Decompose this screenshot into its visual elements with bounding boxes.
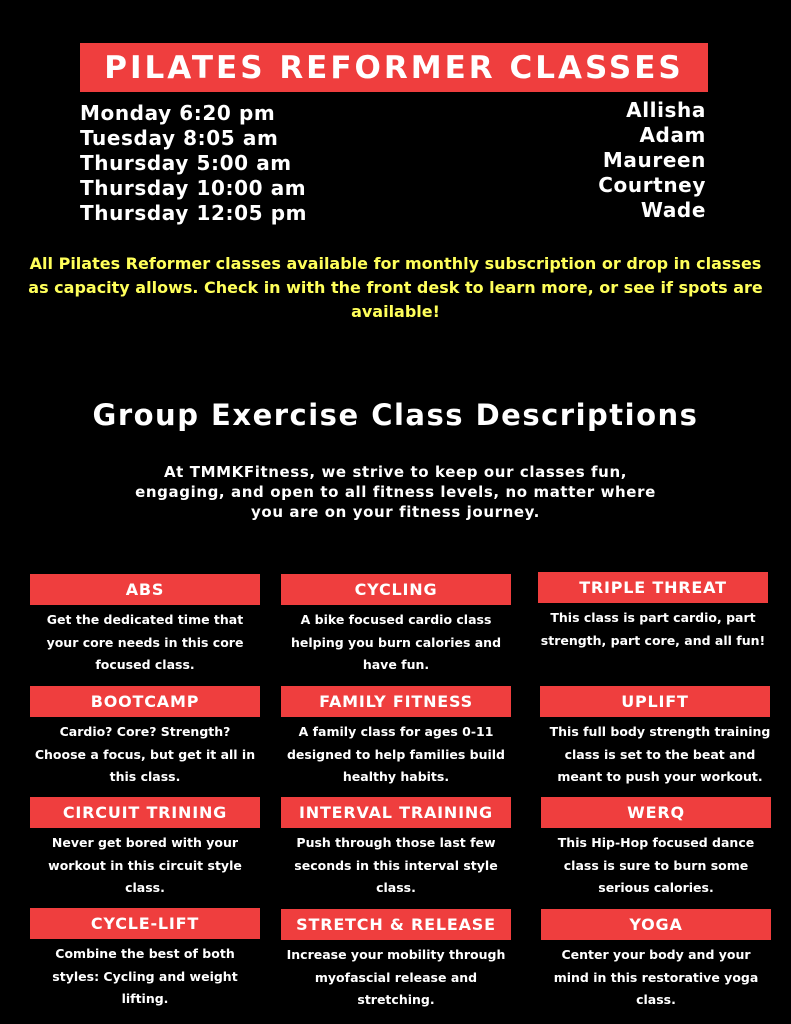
instructor-name: Adam (639, 123, 706, 147)
class-name: ABS (30, 574, 260, 605)
schedule-time: Thursday 12:05 pm (80, 201, 308, 225)
instructor-name: Wade (640, 198, 706, 222)
class-name: CYCLING (281, 574, 511, 605)
class-name: UPLIFT (540, 686, 770, 717)
schedule-time: Thursday 10:00 am (80, 176, 307, 200)
class-card-interval-training (281, 797, 511, 900)
pilates-title: PILATES REFORMER CLASSES (104, 49, 684, 86)
class-name: FAMILY FITNESS (281, 686, 511, 717)
class-card-werq (541, 797, 771, 900)
class-description: Never get bored with your workout in this circuit style class. (48, 835, 242, 895)
class-card-abs (30, 574, 260, 677)
class-card-yoga (541, 909, 771, 1012)
pilates-instructors (598, 98, 706, 223)
class-description: A bike focused cardio class helping you burn calories and have fun. (290, 612, 502, 672)
class-card-family-fitness (281, 686, 511, 789)
group-intro: At TMMKFitness, we strive to keep our classes fun, engaging, and open to all fitness levels, no matter where you are on your fitness journey. (135, 463, 656, 521)
class-description: Cardio? Core? Strength? Choose a focus, but get it all in this class. (34, 724, 256, 784)
class-description: This class is part cardio, part strength, part core, and all fun! (540, 610, 766, 648)
class-description: Increase your mobility through myofascial release and stretching. (286, 947, 506, 1007)
class-card-circuit-trining (30, 797, 260, 900)
class-description: Center your body and your mind in this restorative yoga class. (553, 947, 759, 1007)
schedule-time: Thursday 5:00 am (80, 151, 292, 175)
class-description: This Hip-Hop focused dance class is sure to burn some serious calories. (557, 835, 755, 895)
class-name: INTERVAL TRAINING (281, 797, 511, 828)
class-description: This full body strength training class is set to the beat and meant to push your workout. (549, 724, 771, 784)
class-card-cycle-lift (30, 908, 260, 1011)
class-card-bootcamp (30, 686, 260, 789)
class-name: CIRCUIT TRINING (30, 797, 260, 828)
class-description: Combine the best of both styles: Cycling and weight lifting. (52, 946, 238, 1006)
class-name: BOOTCAMP (30, 686, 260, 717)
class-name: TRIPLE THREAT (538, 572, 768, 603)
class-card-uplift (540, 686, 780, 789)
instructor-name: Maureen (602, 148, 706, 172)
schedule-time: Tuesday 8:05 am (80, 126, 279, 150)
class-card-stretch-release (281, 909, 511, 1012)
class-name: YOGA (541, 909, 771, 940)
class-card-triple-threat (538, 572, 768, 652)
class-name: WERQ (541, 797, 771, 828)
group-section-title: Group Exercise Class Descriptions (92, 398, 699, 432)
schedule-time: Monday 6:20 pm (80, 101, 276, 125)
instructor-name: Courtney (598, 173, 706, 197)
class-description: Push through those last few seconds in this interval style class. (294, 835, 498, 895)
class-description: A family class for ages 0-11 designed to help families build healthy habits. (286, 724, 506, 784)
class-card-cycling (281, 574, 511, 677)
instructor-name: Allisha (626, 98, 706, 122)
pilates-notice: All Pilates Reformer classes available for monthly subscription or drop in classes as capacity allows. Check in with the front desk to learn more, or see if spots are available! (28, 254, 763, 321)
class-name: STRETCH & RELEASE (281, 909, 511, 940)
class-name: CYCLE-LIFT (30, 908, 260, 939)
class-description: Get the dedicated time that your core needs in this core focused class. (46, 612, 244, 672)
pilates-schedule-times (80, 101, 307, 226)
pilates-title-banner (80, 43, 708, 92)
